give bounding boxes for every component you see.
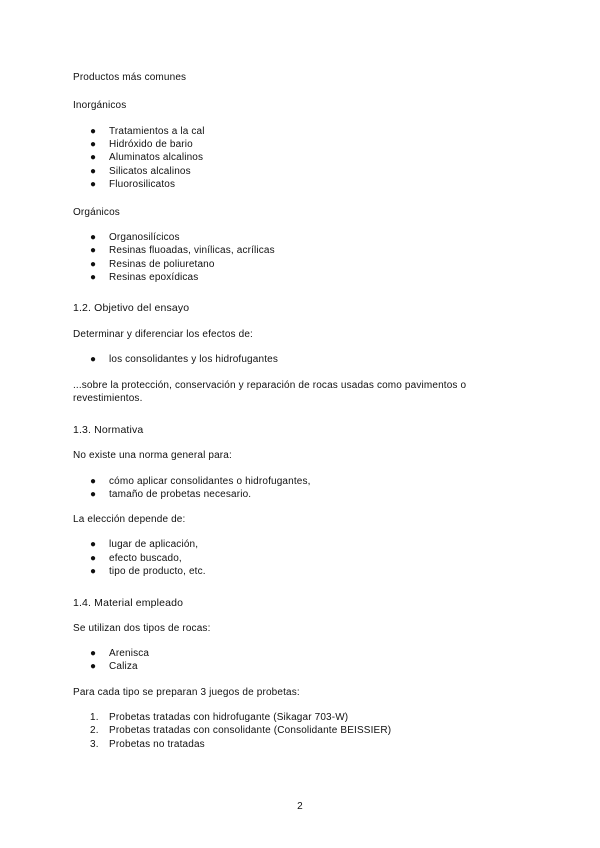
bullet-icon: ● xyxy=(90,539,97,550)
section-title-1-3: 1.3. Normativa xyxy=(73,424,144,436)
list-item-text: Caliza xyxy=(109,661,138,672)
list-item xyxy=(90,660,138,673)
list-item xyxy=(90,125,205,138)
list-item xyxy=(90,353,278,366)
numbered-item xyxy=(90,724,391,737)
list-item-text: Resinas epoxídicas xyxy=(109,272,199,283)
list-item xyxy=(90,647,149,660)
list-item xyxy=(90,231,180,244)
section-1-4-intro2: Para cada tipo se preparan 3 juegos de probetas: xyxy=(73,687,300,698)
section-1-3-intro2: La elección depende de: xyxy=(73,514,186,525)
bullet-icon: ● xyxy=(90,232,97,243)
list-item-text: Probetas tratadas con hidrofugante (Sikagar 703-W) xyxy=(109,712,349,723)
bullet-icon: ● xyxy=(90,259,97,270)
bullet-icon: ● xyxy=(90,139,97,150)
list-item-text: Resinas de poliuretano xyxy=(109,259,215,270)
bullet-icon: ● xyxy=(90,354,97,365)
list-number: 1. xyxy=(90,712,99,723)
list-item xyxy=(90,538,198,551)
heading-organic: Orgánicos xyxy=(73,207,120,218)
list-item-text: Tratamientos a la cal xyxy=(109,126,205,137)
bullet-icon: ● xyxy=(90,489,97,500)
list-item xyxy=(90,565,206,578)
list-item-text: Silicatos alcalinos xyxy=(109,166,191,177)
heading-inorganic: Inorgánicos xyxy=(73,100,127,111)
list-item-text: Fluorosilicatos xyxy=(109,179,176,190)
section-title-1-4: 1.4. Material empleado xyxy=(73,597,184,609)
section-1-2-paragraph-line2: revestimientos. xyxy=(73,393,143,404)
bullet-icon: ● xyxy=(90,126,97,137)
page-number: 2 xyxy=(297,801,303,812)
bullet-icon: ● xyxy=(90,648,97,659)
bullet-icon: ● xyxy=(90,179,97,190)
section-1-4-intro: Se utilizan dos tipos de rocas: xyxy=(73,623,211,634)
list-number: 3. xyxy=(90,739,99,750)
bullet-icon: ● xyxy=(90,166,97,177)
bullet-icon: ● xyxy=(90,661,97,672)
list-item xyxy=(90,552,182,565)
list-item-text: lugar de aplicación, xyxy=(109,539,199,550)
list-item xyxy=(90,165,191,178)
section-1-2-paragraph-line1: ...sobre la protección, conservación y reparación de rocas usadas como pavimentos o xyxy=(73,380,467,391)
list-item-text: Probetas no tratadas xyxy=(109,739,205,750)
list-item-text: tamaño de probetas necesario. xyxy=(109,489,252,500)
list-item-text: Resinas fluoadas, vinílicas, acrílicas xyxy=(109,245,275,256)
numbered-item xyxy=(90,711,348,724)
section-1-3-intro: No existe una norma general para: xyxy=(73,450,232,461)
list-item xyxy=(90,178,175,191)
list-item-text: Probetas tratadas con consolidante (Consolidante BEISSIER) xyxy=(109,725,392,736)
list-number: 2. xyxy=(90,725,99,736)
section-title-1-2: 1.2. Objetivo del ensayo xyxy=(73,302,190,314)
list-item-text: Hidróxido de bario xyxy=(109,139,193,150)
list-item-text: cómo aplicar consolidantes o hidrofugantes, xyxy=(109,476,311,487)
bullet-icon: ● xyxy=(90,272,97,283)
list-item-text: efecto buscado, xyxy=(109,553,182,564)
list-item xyxy=(90,271,198,284)
list-item xyxy=(90,244,275,257)
numbered-item xyxy=(90,738,205,751)
bullet-icon: ● xyxy=(90,566,97,577)
list-item-text: Arenisca xyxy=(109,648,150,659)
list-item-text: Aluminatos alcalinos xyxy=(109,152,204,163)
list-item xyxy=(90,475,311,488)
list-item xyxy=(90,138,193,151)
list-item xyxy=(90,258,215,271)
bullet-icon: ● xyxy=(90,476,97,487)
list-item xyxy=(90,151,203,164)
section-1-2-intro: Determinar y diferenciar los efectos de: xyxy=(73,329,253,340)
heading-products: Productos más comunes xyxy=(73,72,187,83)
list-item-text: tipo de producto, etc. xyxy=(109,566,206,577)
list-item xyxy=(90,488,251,501)
list-item-text: los consolidantes y los hidrofugantes xyxy=(109,354,278,365)
bullet-icon: ● xyxy=(90,245,97,256)
bullet-icon: ● xyxy=(90,152,97,163)
list-item-text: Organosilícicos xyxy=(109,232,180,243)
bullet-icon: ● xyxy=(90,553,97,564)
